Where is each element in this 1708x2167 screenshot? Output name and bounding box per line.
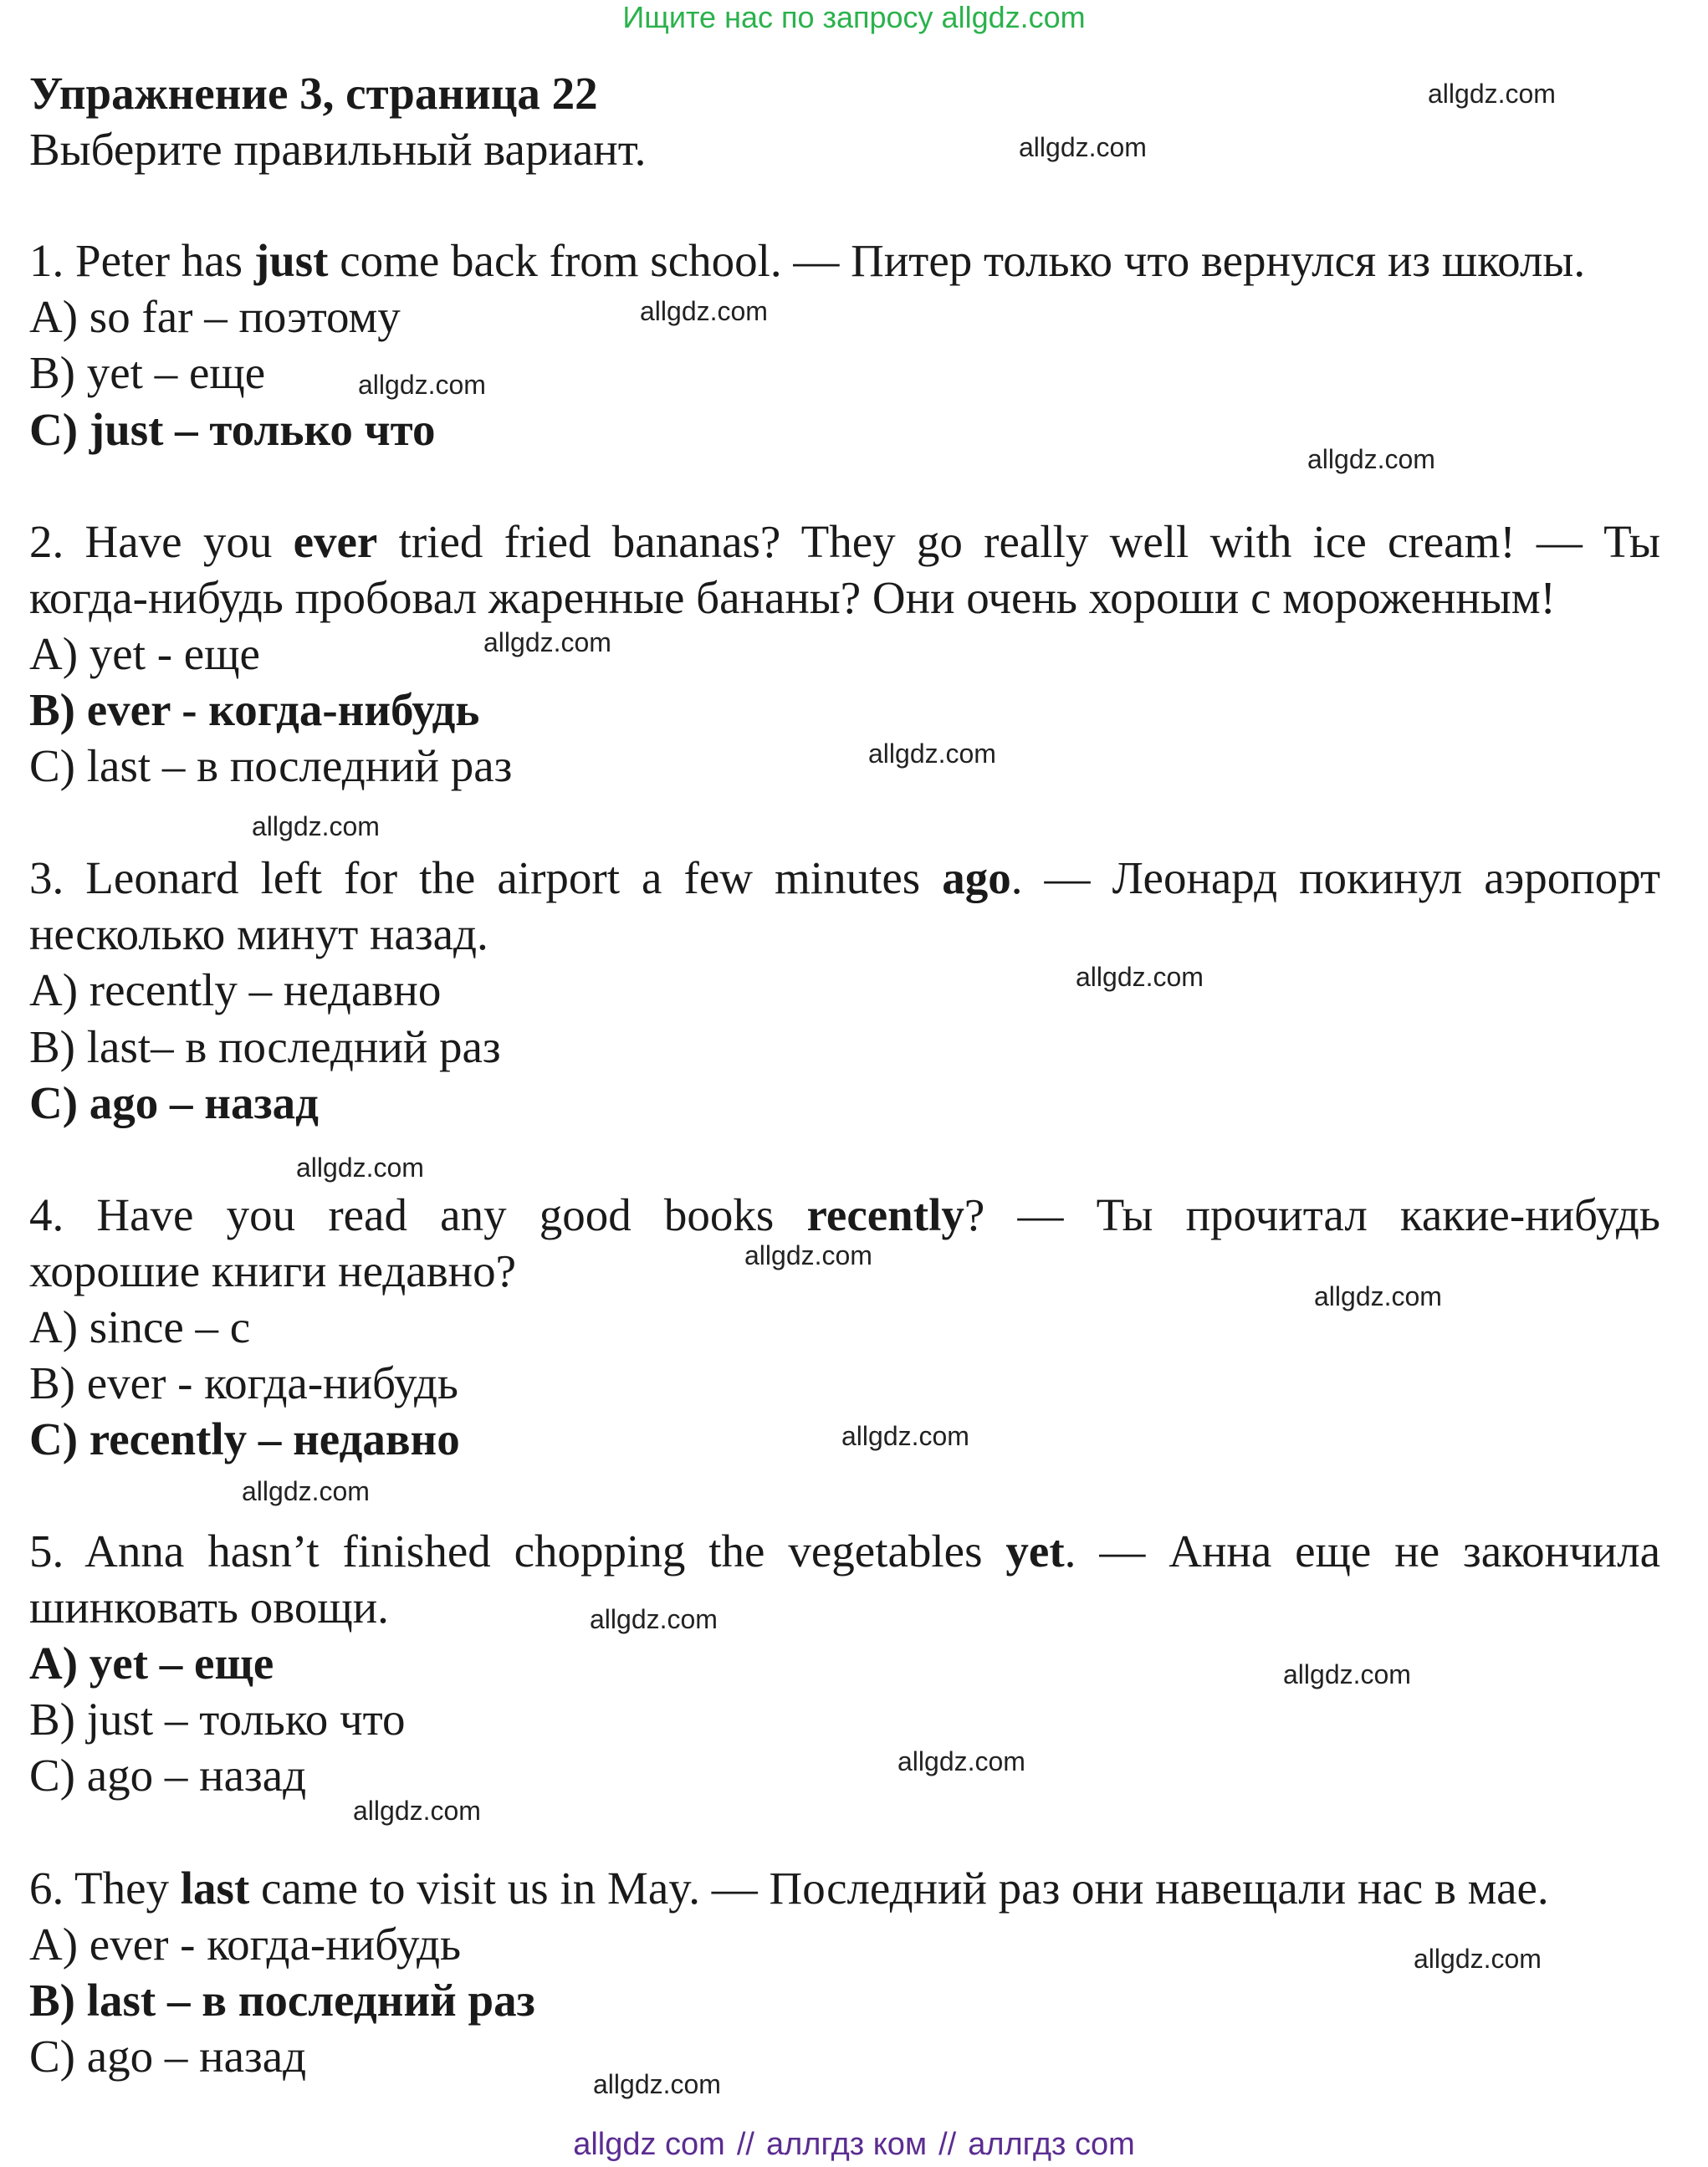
question-3-line-1: [29, 850, 1660, 907]
watermark: allgdz.com: [744, 1240, 872, 1270]
footer-link[interactable]: аллгдз com: [968, 2127, 1135, 2162]
question-5-line-1: [29, 1523, 1660, 1580]
q5-option-a-correct: A) yet – еще: [29, 1638, 274, 1689]
question-text: 6. They: [29, 1863, 181, 1914]
watermark: allgdz.com: [353, 1796, 481, 1826]
footer-separator: //: [736, 2127, 754, 2162]
header-search-text[interactable]: Ищите нас по запросу allgdz.com: [622, 0, 1086, 34]
q6-option-c: C) ago – назад: [29, 2031, 307, 2082]
watermark: allgdz.com: [590, 1604, 718, 1634]
q3-option-c-correct: C) ago – назад: [29, 1077, 319, 1128]
watermark: allgdz.com: [296, 1152, 424, 1183]
watermark: allgdz.com: [640, 296, 768, 326]
question-text: . — Анна еще не закончила: [1064, 1526, 1660, 1577]
q6-option-b-correct: B) last – в последний раз: [29, 1975, 535, 2026]
q4-option-a: A) since – с: [29, 1301, 251, 1352]
footer-link[interactable]: аллгдз ком: [765, 2127, 928, 2162]
watermark: allgdz.com: [252, 811, 380, 841]
question-text: 4. Have you read any good books: [29, 1189, 807, 1240]
q6-option-a: A) ever - когда-нибудь: [29, 1919, 462, 1970]
question-keyword: ever: [293, 516, 378, 567]
watermark: allgdz.com: [242, 1476, 370, 1506]
q1-option-c-correct: C) just – только что: [29, 404, 436, 455]
q5-option-b: B) just – только что: [29, 1694, 406, 1745]
watermark: allgdz.com: [1414, 1944, 1542, 1974]
q4-option-b: B) ever - когда-нибудь: [29, 1357, 459, 1408]
question-text: . — Леонард покинул аэропорт: [1010, 852, 1660, 903]
footer-separator: //: [938, 2127, 957, 2162]
question-text: 1. Peter has: [29, 235, 254, 286]
watermark: allgdz.com: [1307, 444, 1435, 474]
q1-option-a: A) so far – поэтому: [29, 291, 401, 342]
instruction: Выберите правильный вариант.: [29, 124, 647, 175]
question-6: [29, 1860, 1660, 1917]
q5-option-c: C) ago – назад: [29, 1750, 307, 1801]
question-keyword: recently: [806, 1189, 964, 1240]
watermark: allgdz.com: [868, 739, 996, 769]
footer-links: [0, 2125, 1708, 2164]
q3-option-b: B) last– в последний раз: [29, 1021, 501, 1072]
question-1: [29, 233, 1660, 289]
question-2-line-1: [29, 514, 1660, 570]
watermark: allgdz.com: [1076, 962, 1204, 992]
question-text: tried fried bananas? They go really well with ice cream! — Ты: [377, 516, 1660, 567]
watermark: allgdz.com: [1019, 132, 1147, 162]
watermark: allgdz.com: [1314, 1281, 1442, 1311]
question-text: 5. Anna hasn’t finished chopping the vegetables: [29, 1526, 1006, 1577]
q1-option-b: B) yet – еще: [29, 347, 266, 398]
question-text: 2. Have you: [29, 516, 294, 567]
q2-option-b-correct: B) ever - когда-нибудь: [29, 684, 480, 735]
watermark: allgdz.com: [593, 2069, 721, 2099]
watermark: allgdz.com: [358, 370, 486, 400]
question-3-line-2: несколько минут назад.: [29, 908, 488, 959]
question-5-line-2: шинковать овощи.: [29, 1582, 389, 1633]
question-keyword: ago: [942, 852, 1011, 903]
question-keyword: last: [180, 1863, 250, 1914]
q4-option-c-correct: C) recently – недавно: [29, 1413, 460, 1464]
footer-link[interactable]: allgdz com: [573, 2127, 725, 2162]
q3-option-a: A) recently – недавно: [29, 964, 442, 1015]
watermark: allgdz.com: [897, 1746, 1025, 1776]
question-text: came to visit us in May. — Последний раз они навещали нас в мае.: [249, 1863, 1549, 1914]
question-2-line-2: когда-нибудь пробовал жаренные бананы? Они очень хороши с мороженным!: [29, 572, 1556, 623]
q2-option-a: A) yet - еще: [29, 628, 260, 679]
question-4-line-2: хорошие книги недавно?: [29, 1245, 517, 1296]
question-text: 3. Leonard left for the airport a few minutes: [29, 852, 943, 903]
question-keyword: just: [253, 235, 329, 286]
question-text: come back from school. — Питер только что вернулся из школы.: [328, 235, 1586, 286]
page-title: Упражнение 3, страница 22: [29, 68, 598, 119]
q2-option-c: C) last – в последний раз: [29, 740, 513, 791]
watermark: allgdz.com: [1428, 79, 1556, 109]
question-4-line-1: [29, 1187, 1660, 1244]
watermark: allgdz.com: [841, 1421, 969, 1451]
watermark: allgdz.com: [483, 627, 611, 657]
watermark: allgdz.com: [1283, 1659, 1411, 1689]
question-keyword: yet: [1005, 1526, 1065, 1577]
question-text: ? — Ты прочитал какие-нибудь: [964, 1189, 1660, 1240]
